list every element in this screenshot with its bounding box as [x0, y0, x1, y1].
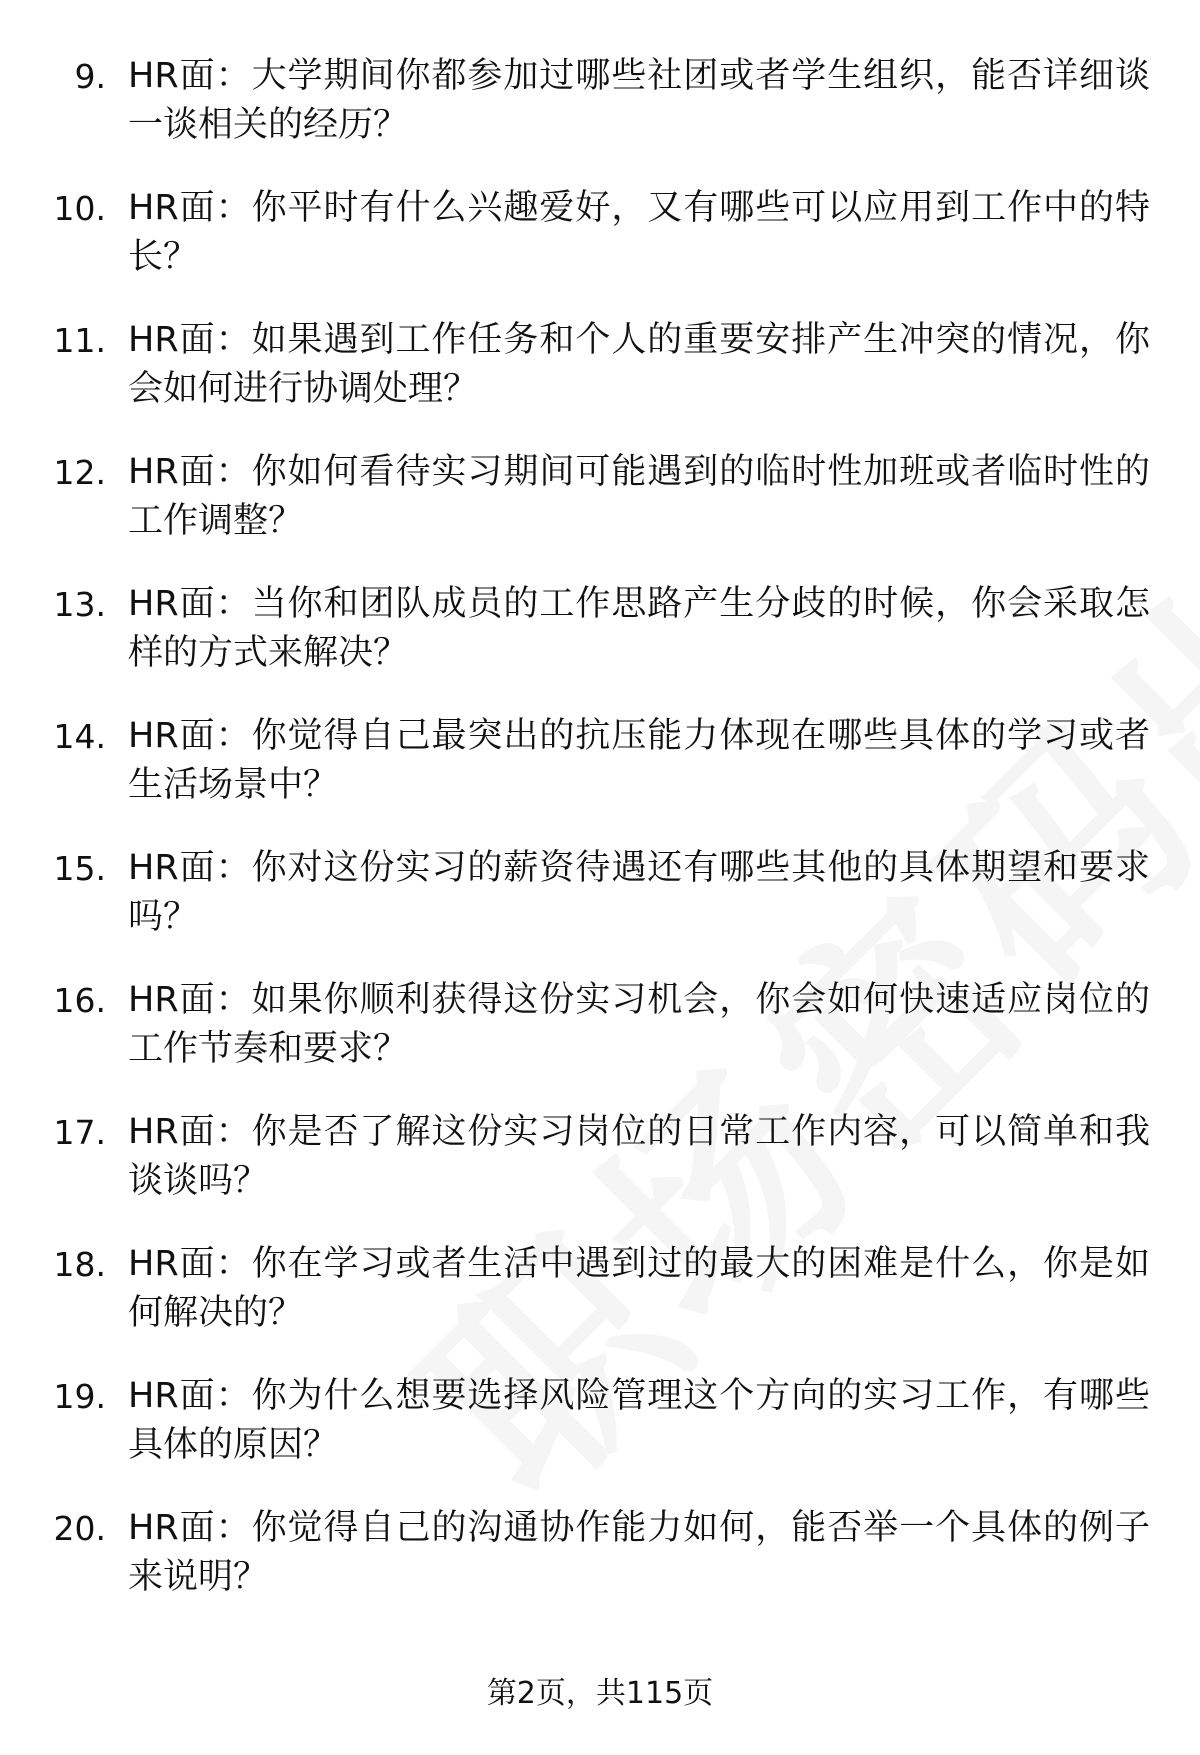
list-item	[0, 976, 1200, 1108]
item-number: 11.	[53, 321, 106, 360]
item-number: 9.	[74, 57, 106, 96]
list-item	[0, 316, 1200, 448]
item-number: 20.	[53, 1509, 106, 1548]
list-item	[0, 184, 1200, 316]
item-text: HR面：你如何看待实习期间可能遇到的临时性加班或者临时性的工作调整？	[128, 452, 1150, 541]
list-item	[0, 580, 1200, 712]
list-item	[0, 1372, 1200, 1504]
list-item	[0, 1504, 1200, 1636]
item-text: HR面：如果遇到工作任务和个人的重要安排产生冲突的情况，你会如何进行协调处理？	[128, 320, 1150, 409]
list-item	[0, 448, 1200, 580]
item-text: HR面：大学期间你都参加过哪些社团或者学生组织，能否详细谈一谈相关的经历？	[128, 56, 1150, 145]
item-text: HR面：如果你顺利获得这份实习机会，你会如何快速适应岗位的工作节奏和要求？	[128, 980, 1150, 1069]
item-text: HR面：你在学习或者生活中遇到过的最大的困难是什么，你是如何解决的？	[128, 1244, 1150, 1333]
item-number: 15.	[53, 849, 106, 888]
item-number: 13.	[53, 585, 106, 624]
item-number: 14.	[53, 717, 106, 756]
item-number: 17.	[53, 1113, 106, 1152]
item-number: 16.	[53, 981, 106, 1020]
list-item	[0, 1240, 1200, 1372]
item-text: HR面：你觉得自己的沟通协作能力如何，能否举一个具体的例子来说明？	[128, 1508, 1150, 1597]
item-text: HR面：当你和团队成员的工作思路产生分歧的时候，你会采取怎样的方式来解决？	[128, 584, 1150, 673]
list-item	[0, 844, 1200, 976]
item-number: 19.	[53, 1377, 106, 1416]
question-list	[0, 52, 1200, 1636]
item-number: 18.	[53, 1245, 106, 1284]
item-text: HR面：你觉得自己最突出的抗压能力体现在哪些具体的学习或者生活场景中？	[128, 716, 1150, 805]
item-text: HR面：你为什么想要选择风险管理这个方向的实习工作，有哪些具体的原因？	[128, 1376, 1150, 1465]
item-text: HR面：你平时有什么兴趣爱好，又有哪些可以应用到工作中的特长？	[128, 188, 1150, 277]
list-item	[0, 52, 1200, 184]
list-item	[0, 1108, 1200, 1240]
page-number-footer: 第2页，共115页	[486, 1676, 714, 1711]
item-text: HR面：你是否了解这份实习岗位的日常工作内容，可以简单和我谈谈吗？	[128, 1112, 1150, 1201]
item-text: HR面：你对这份实习的薪资待遇还有哪些其他的具体期望和要求吗？	[128, 848, 1150, 937]
item-number: 10.	[53, 189, 106, 228]
list-item	[0, 712, 1200, 844]
item-number: 12.	[53, 453, 106, 492]
